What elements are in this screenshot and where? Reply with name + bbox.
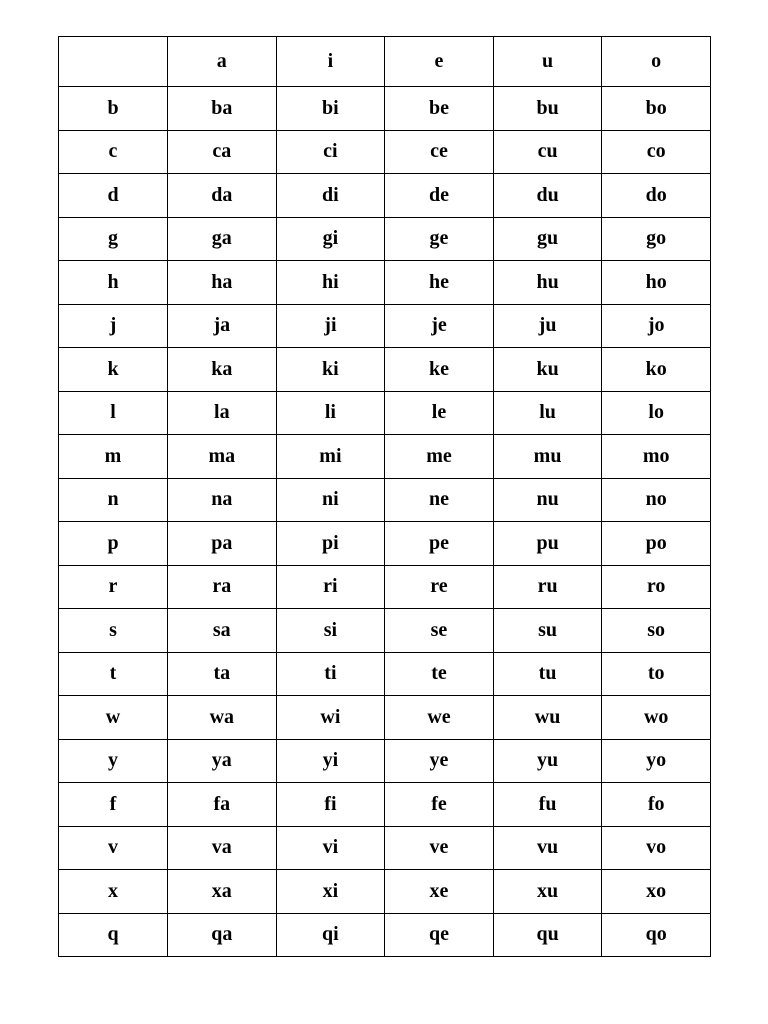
consonant-cell: g (59, 217, 168, 261)
syllable-cell: qi (276, 913, 385, 957)
table-row (59, 696, 711, 740)
table-row (59, 522, 711, 566)
syllable-cell: vi (276, 826, 385, 870)
vowel-header-e: e (385, 37, 494, 87)
table-row (59, 130, 711, 174)
syllable-cell: pe (385, 522, 494, 566)
table-row (59, 261, 711, 305)
consonant-cell: l (59, 391, 168, 435)
syllable-cell: ma (168, 435, 277, 479)
table-row (59, 217, 711, 261)
syllable-cell: mi (276, 435, 385, 479)
syllable-cell: wi (276, 696, 385, 740)
consonant-cell: y (59, 739, 168, 783)
syllable-cell: fe (385, 783, 494, 827)
syllable-cell: fo (602, 783, 711, 827)
syllable-cell: le (385, 391, 494, 435)
syllable-cell: vo (602, 826, 711, 870)
syllable-cell: ne (385, 478, 494, 522)
syllable-cell: ru (493, 565, 602, 609)
syllable-cell: sa (168, 609, 277, 653)
table-row (59, 609, 711, 653)
corner-cell (59, 37, 168, 87)
syllable-cell: ge (385, 217, 494, 261)
vowel-header-u: u (493, 37, 602, 87)
syllable-cell: su (493, 609, 602, 653)
table-header (59, 37, 711, 87)
consonant-cell: p (59, 522, 168, 566)
table-row (59, 783, 711, 827)
syllable-cell: ce (385, 130, 494, 174)
syllable-cell: we (385, 696, 494, 740)
table-row (59, 565, 711, 609)
syllable-cell: nu (493, 478, 602, 522)
consonant-cell: h (59, 261, 168, 305)
consonant-cell: c (59, 130, 168, 174)
table-row (59, 174, 711, 218)
consonant-cell: d (59, 174, 168, 218)
syllable-cell: yi (276, 739, 385, 783)
syllable-cell: ti (276, 652, 385, 696)
consonant-cell: f (59, 783, 168, 827)
header-row (59, 37, 711, 87)
syllable-cell: jo (602, 304, 711, 348)
table-row (59, 870, 711, 914)
vowel-header-i: i (276, 37, 385, 87)
syllable-cell: yo (602, 739, 711, 783)
syllable-cell: du (493, 174, 602, 218)
syllable-cell: hi (276, 261, 385, 305)
syllable-cell: la (168, 391, 277, 435)
vowel-header-o: o (602, 37, 711, 87)
syllable-cell: be (385, 87, 494, 131)
syllable-cell: ju (493, 304, 602, 348)
consonant-cell: m (59, 435, 168, 479)
syllable-cell: ba (168, 87, 277, 131)
syllable-cell: xa (168, 870, 277, 914)
syllable-cell: ci (276, 130, 385, 174)
consonant-cell: v (59, 826, 168, 870)
syllable-cell: ya (168, 739, 277, 783)
syllable-cell: je (385, 304, 494, 348)
syllable-cell: vu (493, 826, 602, 870)
consonant-cell: r (59, 565, 168, 609)
syllable-cell: li (276, 391, 385, 435)
syllable-cell: bi (276, 87, 385, 131)
syllable-cell: wu (493, 696, 602, 740)
syllable-cell: bo (602, 87, 711, 131)
syllable-cell: yu (493, 739, 602, 783)
syllable-cell: fu (493, 783, 602, 827)
syllable-table (58, 36, 711, 957)
syllable-cell: ki (276, 348, 385, 392)
consonant-cell: q (59, 913, 168, 957)
consonant-cell: s (59, 609, 168, 653)
syllable-cell: po (602, 522, 711, 566)
syllable-cell: cu (493, 130, 602, 174)
syllable-cell: pi (276, 522, 385, 566)
table-row (59, 87, 711, 131)
table-row (59, 478, 711, 522)
consonant-cell: t (59, 652, 168, 696)
table-row (59, 348, 711, 392)
syllable-cell: gi (276, 217, 385, 261)
syllable-cell: ko (602, 348, 711, 392)
syllable-cell: wa (168, 696, 277, 740)
syllable-cell: se (385, 609, 494, 653)
syllable-cell: ka (168, 348, 277, 392)
syllable-cell: so (602, 609, 711, 653)
vowel-header-a: a (168, 37, 277, 87)
table-row (59, 826, 711, 870)
consonant-cell: b (59, 87, 168, 131)
consonant-cell: j (59, 304, 168, 348)
table-row (59, 739, 711, 783)
syllable-cell: ri (276, 565, 385, 609)
syllable-cell: di (276, 174, 385, 218)
syllable-cell: de (385, 174, 494, 218)
consonant-cell: w (59, 696, 168, 740)
syllable-cell: qo (602, 913, 711, 957)
table-row (59, 435, 711, 479)
syllable-cell: he (385, 261, 494, 305)
syllable-cell: qe (385, 913, 494, 957)
syllable-cell: te (385, 652, 494, 696)
syllable-cell: si (276, 609, 385, 653)
syllable-cell: lo (602, 391, 711, 435)
syllable-cell: ja (168, 304, 277, 348)
consonant-cell: x (59, 870, 168, 914)
syllable-cell: fi (276, 783, 385, 827)
syllable-cell: re (385, 565, 494, 609)
table-row (59, 652, 711, 696)
syllable-cell: ta (168, 652, 277, 696)
syllable-cell: xo (602, 870, 711, 914)
syllable-cell: ha (168, 261, 277, 305)
syllable-cell: na (168, 478, 277, 522)
syllable-cell: mu (493, 435, 602, 479)
syllable-cell: ke (385, 348, 494, 392)
syllable-cell: ca (168, 130, 277, 174)
syllable-cell: ga (168, 217, 277, 261)
syllable-cell: fa (168, 783, 277, 827)
syllable-cell: qu (493, 913, 602, 957)
syllable-cell: va (168, 826, 277, 870)
syllable-cell: ni (276, 478, 385, 522)
syllable-cell: da (168, 174, 277, 218)
syllable-cell: ye (385, 739, 494, 783)
syllable-cell: pu (493, 522, 602, 566)
syllable-cell: co (602, 130, 711, 174)
syllable-cell: tu (493, 652, 602, 696)
table-row (59, 391, 711, 435)
syllable-cell: ro (602, 565, 711, 609)
table-body (59, 87, 711, 957)
syllable-cell: pa (168, 522, 277, 566)
syllable-cell: mo (602, 435, 711, 479)
consonant-cell: k (59, 348, 168, 392)
syllable-cell: ve (385, 826, 494, 870)
table-row (59, 304, 711, 348)
syllable-cell: do (602, 174, 711, 218)
syllable-cell: ku (493, 348, 602, 392)
syllable-cell: qa (168, 913, 277, 957)
syllable-cell: hu (493, 261, 602, 305)
syllable-cell: gu (493, 217, 602, 261)
syllable-cell: ra (168, 565, 277, 609)
syllable-cell: ji (276, 304, 385, 348)
syllable-cell: go (602, 217, 711, 261)
syllable-cell: no (602, 478, 711, 522)
consonant-cell: n (59, 478, 168, 522)
syllable-cell: to (602, 652, 711, 696)
table-row (59, 913, 711, 957)
syllable-cell: wo (602, 696, 711, 740)
syllable-cell: bu (493, 87, 602, 131)
syllable-cell: me (385, 435, 494, 479)
syllable-cell: ho (602, 261, 711, 305)
syllable-cell: lu (493, 391, 602, 435)
syllable-cell: xe (385, 870, 494, 914)
syllable-cell: xi (276, 870, 385, 914)
syllable-cell: xu (493, 870, 602, 914)
